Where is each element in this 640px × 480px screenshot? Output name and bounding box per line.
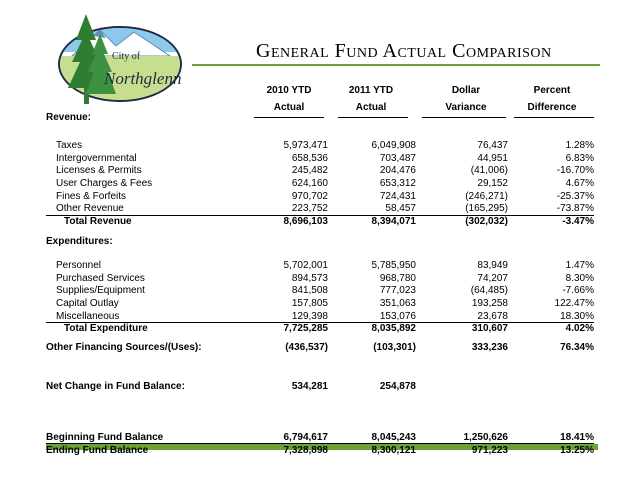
header-rule (338, 117, 408, 118)
net-change-row: Net Change in Fund Balance: 534,281 254,878 (46, 381, 416, 392)
title-underline (192, 64, 600, 66)
table-row: Personnel 5,702,001 5,785,950 83,949 1.47% (56, 260, 594, 271)
logo-main-text: Northglenn (104, 69, 182, 88)
beginning-balance-row: Beginning Fund Balance 6,794,617 8,045,243 1,250,626 18.41% (46, 432, 594, 443)
logo-prefix: City of (112, 51, 141, 62)
table-row: Other Revenue 223,752 58,457 (165,295) -73.87% (56, 203, 594, 214)
ending-balance-row: Ending Fund Balance 7,328,898 8,300,121 971,223 13.25% (46, 445, 594, 456)
table-row: Fines & Forfeits 970,702 724,431 (246,271) -25.37% (56, 191, 594, 202)
table-row: Capital Outlay 157,805 351,063 193,258 122.47% (56, 298, 594, 309)
table-row: Taxes 5,973,471 6,049,908 76,437 1.28% (56, 140, 594, 151)
header-2011-actual: 2011 YTD Actual (348, 85, 394, 113)
header-2010-actual: 2010 YTD Actual (266, 85, 312, 113)
table-row: User Charges & Fees 624,160 653,312 29,152 4.67% (56, 178, 594, 189)
table-row: Supplies/Equipment 841,508 777,023 (64,485) -7.66% (56, 285, 594, 296)
header-dollar-variance: Dollar Variance (445, 85, 487, 113)
header-rule (254, 117, 324, 118)
header-rule (422, 117, 506, 118)
table-row: Miscellaneous 129,398 153,076 23,678 18.30% (56, 311, 594, 322)
table-row: Purchased Services 894,573 968,780 74,207 8.30% (56, 273, 594, 284)
other-financing-row: Other Financing Sources/(Uses): (436,537) (103,301) 333,236 76.34% (46, 342, 594, 353)
table-row: Licenses & Permits 245,482 204,476 (41,006) -16.70% (56, 165, 594, 176)
total-expenditure-row: Total Expenditure 7,725,285 8,035,892 310,607 4.02% (64, 323, 594, 334)
city-logo (42, 12, 182, 108)
page-title: General Fund Actual Comparison (256, 40, 552, 62)
revenue-heading: Revenue: (46, 112, 92, 123)
header-rule (514, 117, 594, 118)
expenditures-heading: Expenditures: (46, 236, 113, 247)
header-percent-difference: Percent Difference (527, 85, 577, 113)
total-revenue-row: Total Revenue 8,696,103 8,394,071 (302,032) -3.47% (64, 216, 594, 227)
table-row: Intergovernmental 658,536 703,487 44,951 6.83% (56, 153, 594, 164)
